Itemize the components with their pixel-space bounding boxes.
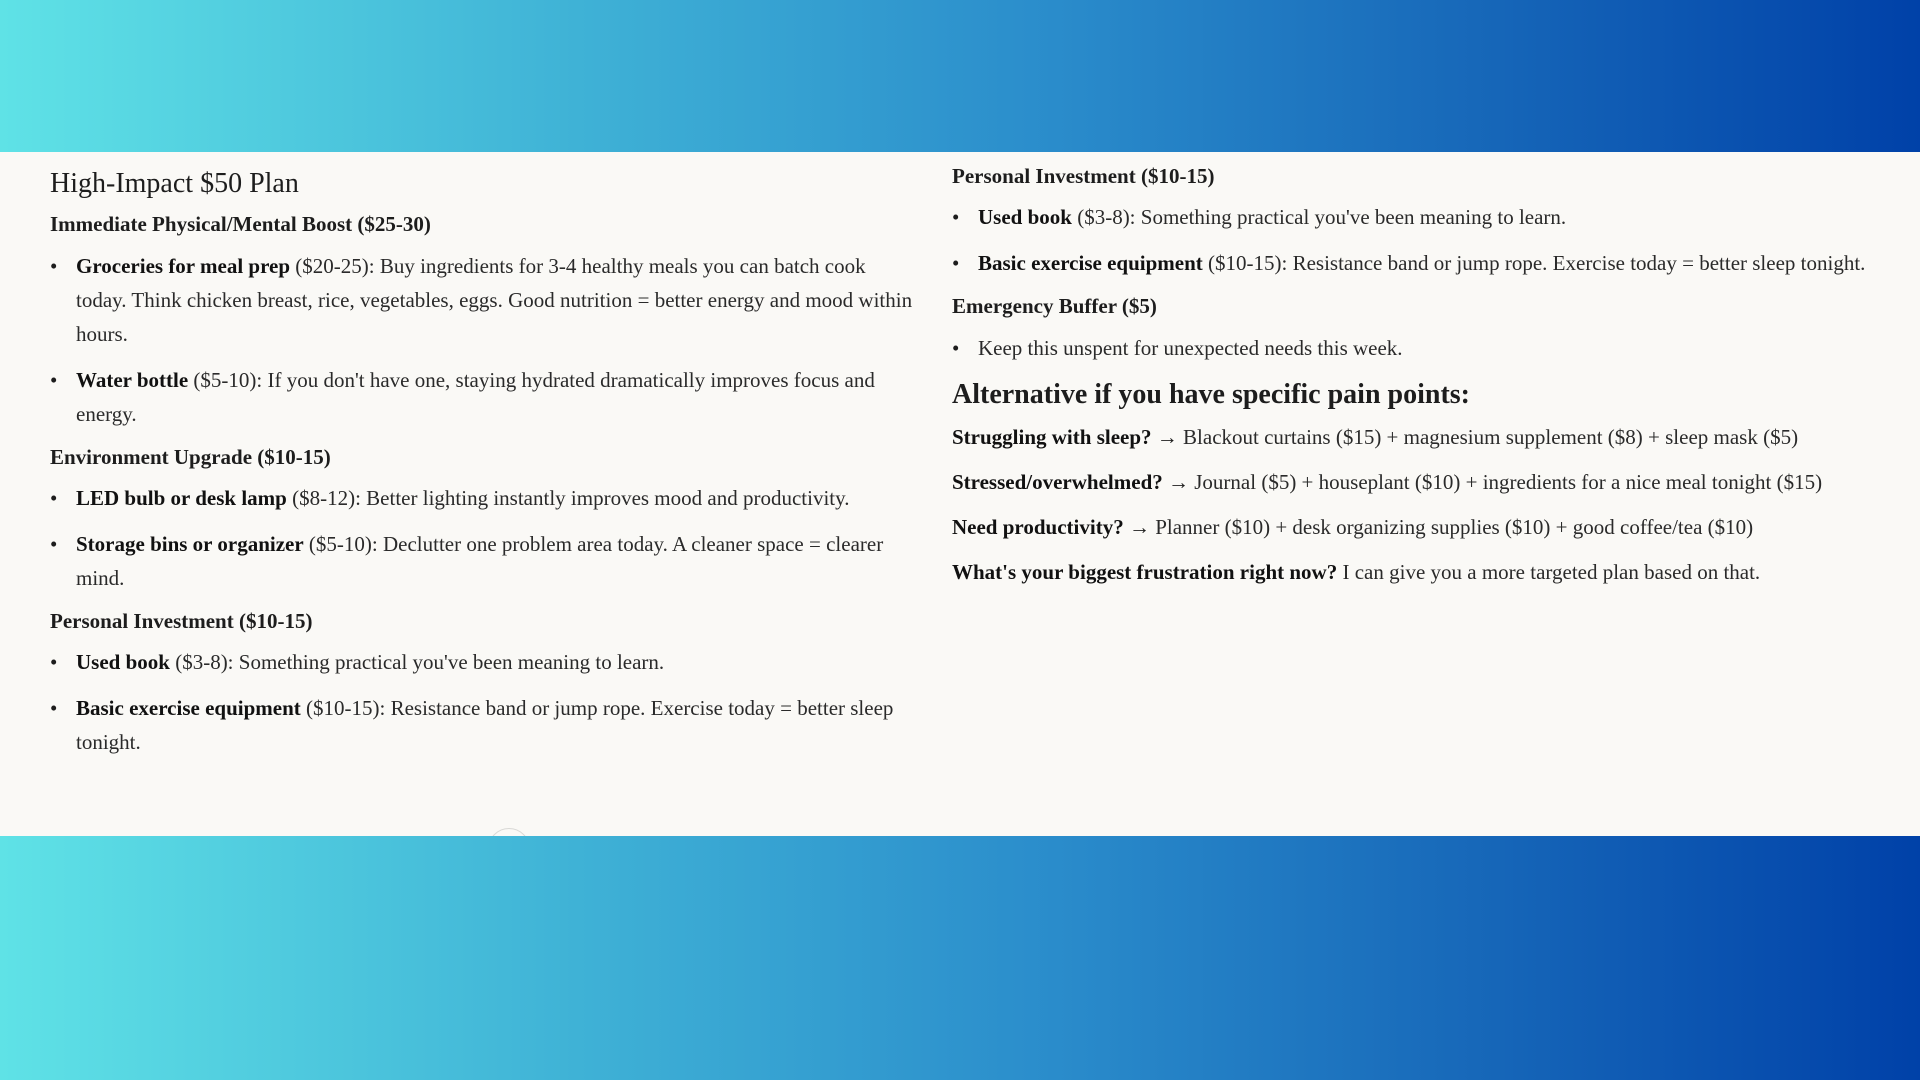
list-item: • Groceries for meal prep ($20-25): Buy ingredients for 3-4 healthy meals you can batch cook today. Think chicken breast, rice, vegetables, eggs. Good nutrition = better energy and mood within hours. — [50, 249, 920, 351]
arrow-right-icon: → — [1123, 515, 1156, 540]
list-item: • Basic exercise equipment ($10-15): Resistance band or jump rope. Exercise today = better sleep tonight. — [952, 246, 1882, 280]
scroll-to-bottom-button[interactable] — [488, 828, 530, 836]
list-item: • Water bottle ($5-10): If you don't have one, staying hydrated dramatically improves focus and energy. — [50, 363, 920, 431]
alt-stressed: Stressed/overwhelmed? → Journal ($5) + houseplant ($10) + ingredients for a nice meal tonight ($15) — [952, 470, 1823, 495]
investment-list — [952, 200, 1882, 280]
list-item: • Keep this unspent for unexpected needs this week. — [952, 331, 1882, 365]
alt-sleep: Struggling with sleep? → Blackout curtains ($15) + magnesium supplement ($8) + sleep mask ($5) — [952, 425, 1799, 450]
section-heading-environment: Environment Upgrade ($10-15) — [50, 444, 331, 469]
list-item: • LED bulb or desk lamp ($8-12): Better lighting instantly improves mood and productivity. — [50, 481, 920, 515]
emergency-list — [952, 331, 1882, 365]
section-heading-investment: Personal Investment ($10-15) — [50, 609, 313, 634]
boost-list — [50, 249, 920, 431]
plan-title: High-Impact $50 Plan — [50, 168, 299, 199]
arrow-right-icon: → — [1162, 470, 1195, 495]
section-heading-investment: Personal Investment ($10-15) — [952, 164, 1215, 188]
chat-content-panel — [0, 152, 1920, 836]
left-column — [50, 152, 920, 771]
right-column — [952, 152, 1882, 601]
list-item: • Basic exercise equipment ($10-15): Resistance band or jump rope. Exercise today = better sleep tonight. — [50, 691, 920, 759]
environment-list — [50, 481, 920, 595]
section-heading-boost: Immediate Physical/Mental Boost ($25-30) — [50, 212, 431, 237]
closing-question: What's your biggest frustration right now? I can give you a more targeted plan based on that. — [952, 560, 1761, 585]
section-heading-emergency: Emergency Buffer ($5) — [952, 294, 1157, 319]
list-item: • Used book ($3-8): Something practical you've been meaning to learn. — [50, 645, 920, 679]
investment-list — [50, 645, 920, 759]
list-item: • Used book ($3-8): Something practical you've been meaning to learn. — [952, 200, 1882, 234]
arrow-right-icon: → — [1151, 425, 1184, 450]
list-item: • Storage bins or organizer ($5-10): Declutter one problem area today. A cleaner space = clearer mind. — [50, 527, 920, 595]
alt-productivity: Need productivity? → Planner ($10) + desk organizing supplies ($10) + good coffee/tea ($10) — [952, 515, 1754, 540]
alternatives-title: Alternative if you have specific pain points: — [952, 378, 1470, 410]
